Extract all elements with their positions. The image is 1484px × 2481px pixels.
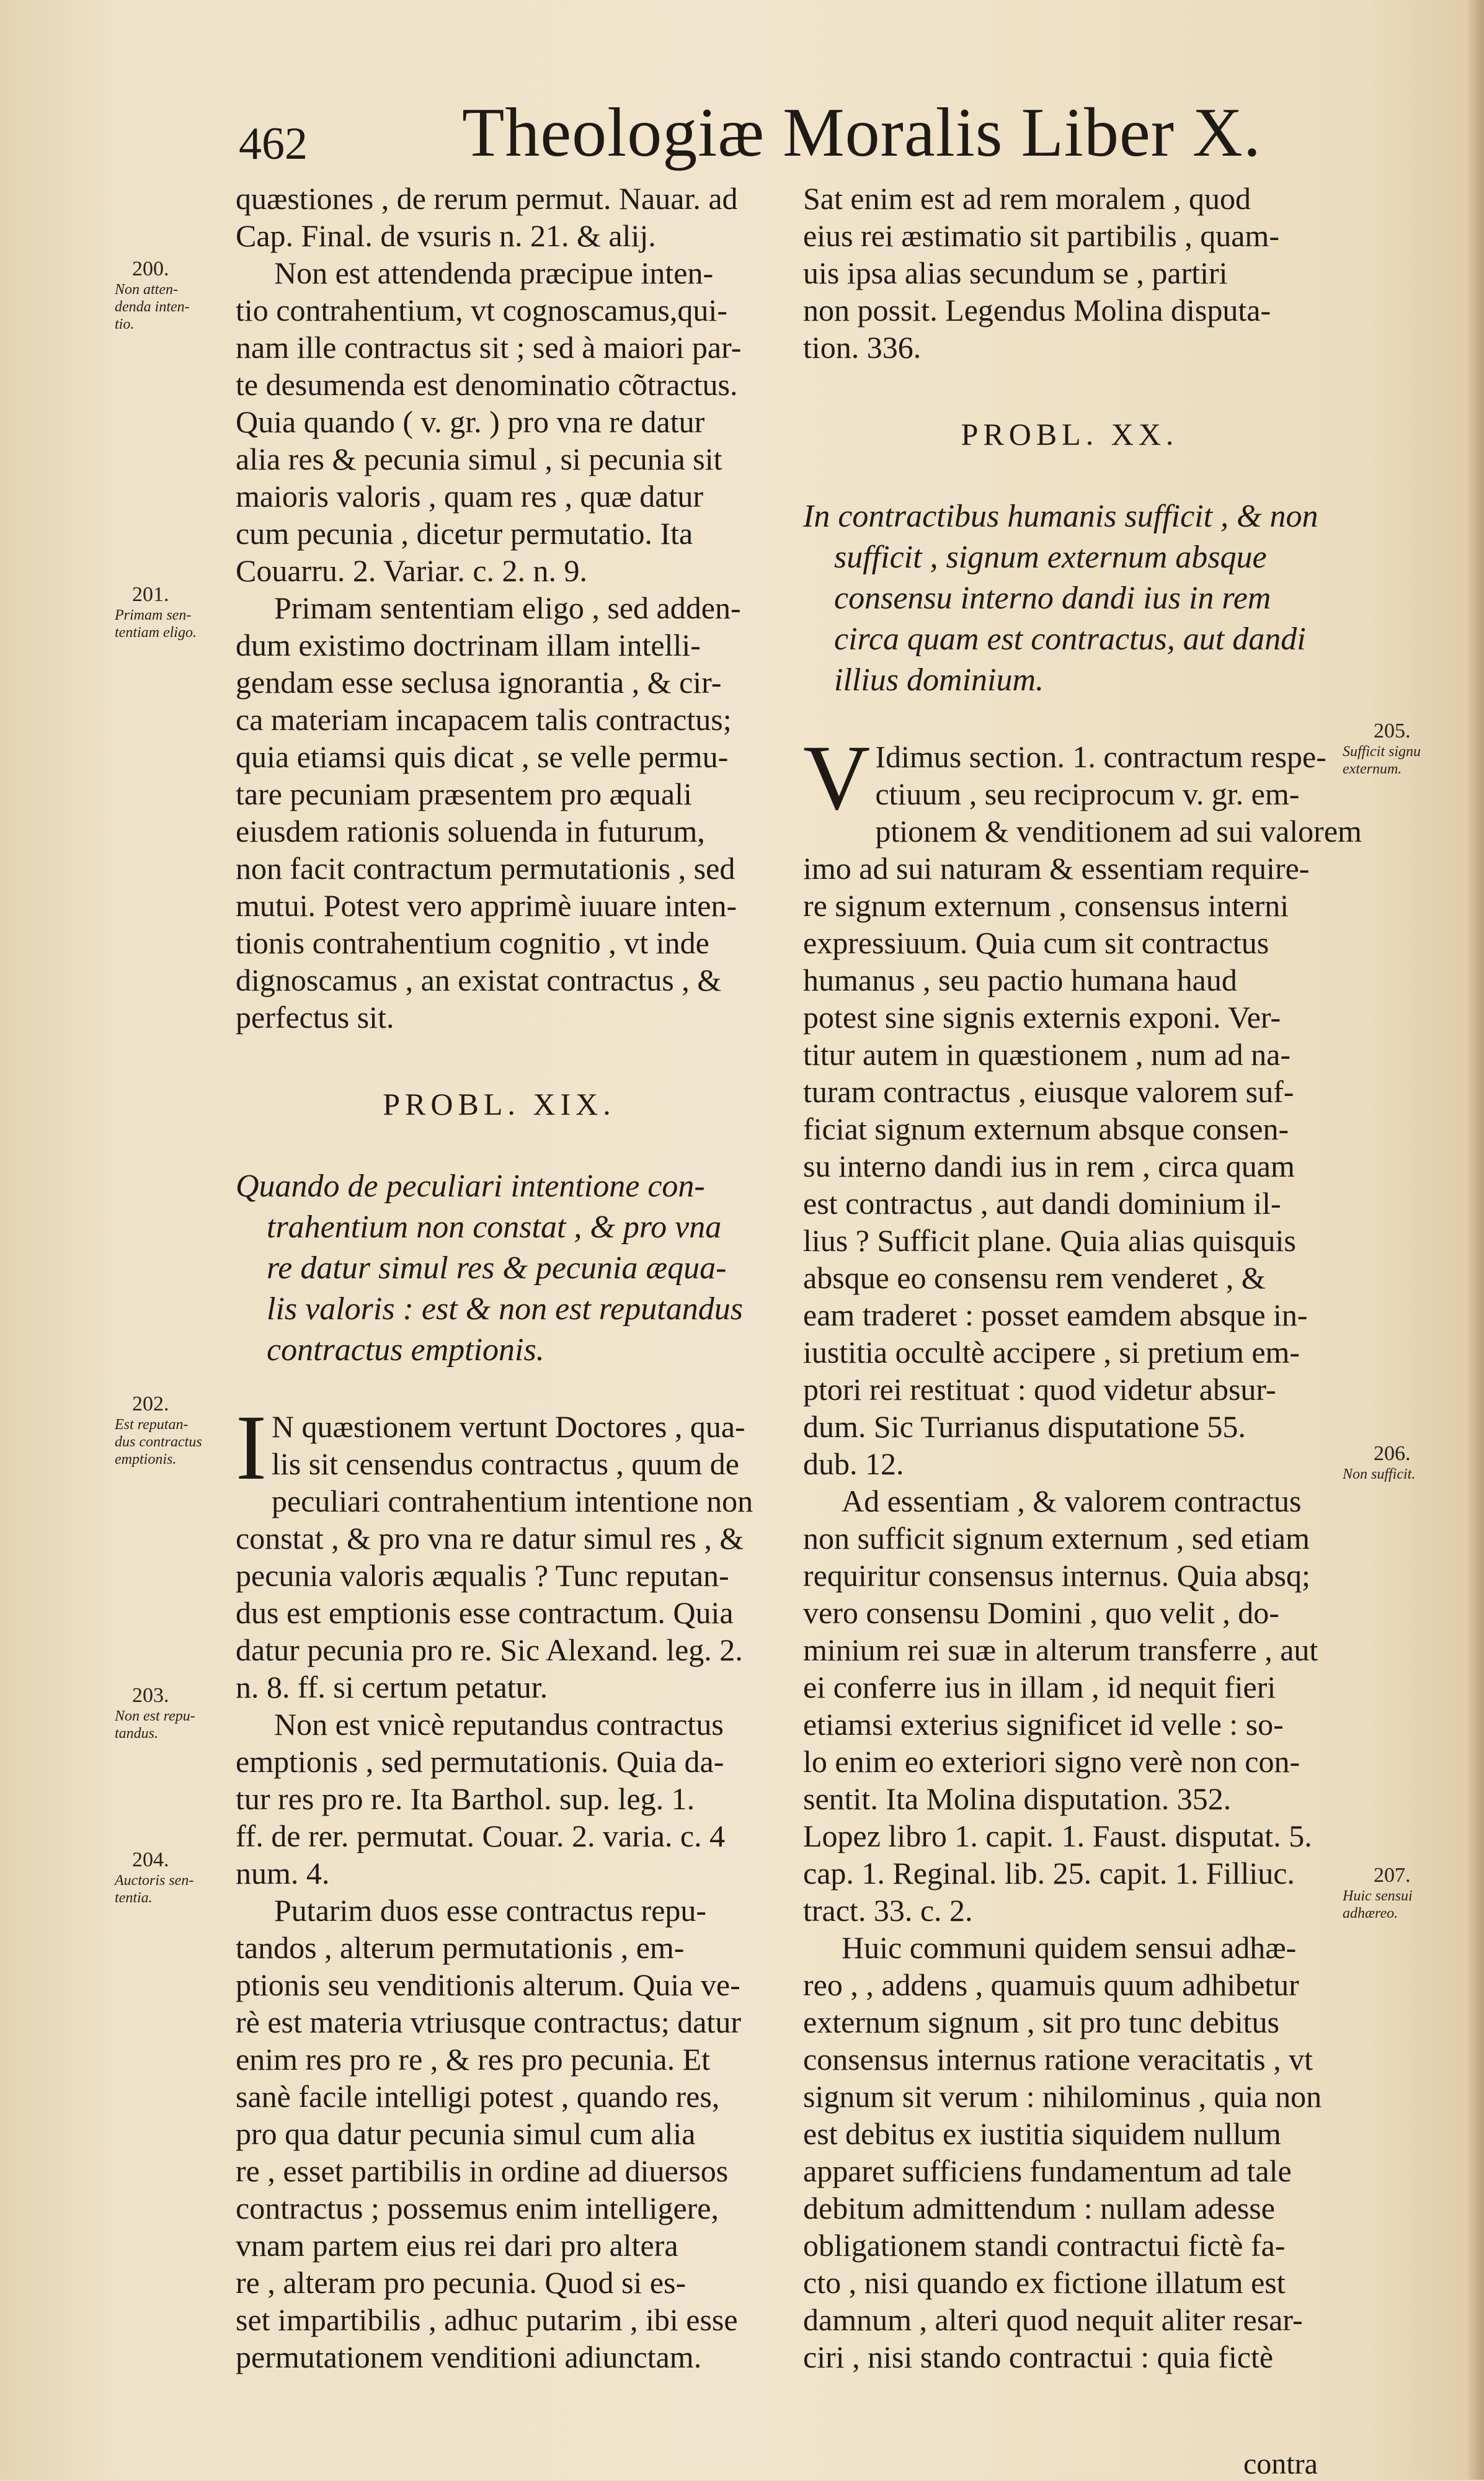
margin-note-text: Non atten- denda inten- tio. [115, 282, 190, 332]
text-line: expressiuum. Quia cum sit contractus [803, 925, 1269, 960]
text-line: Putarim duos esse contractus repu- [274, 1893, 707, 1928]
text-line: signum sit verum : nihilominus , quia non [803, 2079, 1322, 2114]
text-line: tionis contrahentium cognitio , vt inde [236, 925, 709, 960]
text-line: uis ipsa alias secundum se , partiri [803, 256, 1228, 290]
text-line: re , alteram pro pecunia. Quod si es- [236, 2265, 686, 2300]
text-line: tare pecuniam præsentem pro æquali [236, 777, 692, 811]
text-line: contractus ; possemus enim intelligere, [236, 2191, 719, 2225]
text-line: tio contrahentium, vt cognoscamus,qui- [236, 293, 727, 327]
problem-heading-xx: PROBL. XX. [961, 417, 1179, 452]
text-line: lis sit censendus contractus , quum de [271, 1446, 739, 1481]
drop-cap: V [803, 726, 871, 829]
text-line: requiritur consensus internus. Quia absq; [803, 1558, 1310, 1593]
page-header [239, 93, 1261, 174]
margin-note-text: Non est repu- tandus. [115, 1708, 195, 1742]
margin-note-number: 201. [132, 583, 169, 606]
text-line: vero consensu Domini , quo velit , do- [803, 1595, 1279, 1630]
text-line: est contractus , aut dandi dominium il- [803, 1186, 1281, 1221]
paragraph-204 [236, 1892, 763, 2376]
text-line: dus est emptionis esse contractum. Quia [236, 1595, 734, 1630]
margin-note-206 [1343, 1442, 1460, 1483]
text-line: tract. 33. c. 2. [803, 1893, 973, 1928]
text-line: imo ad sui naturam & essentiam require- [803, 851, 1310, 886]
text-line: Quia quando ( v. gr. ) pro vna re datur [236, 404, 705, 439]
text-line: iustitia occultè accipere , si pretium em- [803, 1335, 1300, 1370]
catchword: contra [1243, 2448, 1318, 2480]
text-line: tion. 336. [803, 330, 922, 365]
text-line: Primam sententiam eligo , sed adden- [274, 590, 741, 625]
text-line: emptionis , sed permutationis. Quia da- [236, 1744, 724, 1779]
text-line: lo enim eo exteriori signo verè non con- [803, 1744, 1300, 1779]
text-line: nam ille contractus sit ; sed à maiori par- [236, 330, 742, 365]
text-line: tur res pro re. Ita Barthol. sup. leg. 1. [236, 1781, 695, 1816]
problem-heading-xix: PROBL. XIX. [383, 1087, 616, 1121]
text-line: n. 8. ff. si certum petatur. [236, 1670, 548, 1704]
text-line: ctiuum , seu reciprocum v. gr. em- [875, 777, 1300, 811]
margin-note-204 [115, 1848, 233, 1907]
text-line: constat , & pro vna re datur simul res , & [236, 1521, 744, 1556]
text-line: mutui. Potest vero apprimè iuuare inten- [236, 888, 737, 923]
text-line: Non est vnicè reputandus contractus [274, 1707, 724, 1742]
text-line: contractus emptionis. [267, 1332, 544, 1368]
text-line: minium rei suæ in alterum transferre , aut [803, 1632, 1318, 1667]
text-line: In contractibus humanis sufficit , & non [803, 499, 1318, 534]
text-line: re , esset partibilis in ordine ad diuersos [236, 2154, 729, 2188]
paragraph-continuation [236, 180, 763, 254]
text-line: apparet sufficiens fundamentum ad tale [803, 2154, 1292, 2188]
text-line: non possit. Legendus Molina disputa- [803, 293, 1271, 327]
text-line: titur autem in quæstionem , num ad na- [803, 1037, 1291, 1072]
text-line: non sufficit signum externum , sed etiam [803, 1521, 1310, 1556]
text-line: potest sine signis externis exponi. Ver- [803, 1000, 1281, 1035]
text-line: Quando de peculiari intentione con- [236, 1169, 705, 1204]
paragraph-continuation [803, 180, 1336, 366]
margin-note-number: 204. [132, 1848, 169, 1871]
text-line: lis valoris : est & non est reputandus [267, 1291, 743, 1327]
margin-note-202 [115, 1392, 233, 1468]
text-line: Ad essentiam , & valorem contractus [842, 1484, 1302, 1518]
margin-note-200 [115, 257, 233, 333]
text-line: set impartibilis , adhuc putarim , ibi esse [236, 2302, 738, 2337]
margin-note-number: 205. [1374, 719, 1411, 742]
margin-note-203 [115, 1684, 233, 1742]
text-line: lius ? Sufficit plane. Quia alias quisquis [803, 1223, 1296, 1258]
text-line: quæstiones , de rerum permut. Nauar. ad [236, 181, 738, 216]
text-line: eiusdem rationis soluenda in futurum, [236, 814, 705, 849]
text-line: illius dominium. [834, 662, 1044, 698]
margin-note-number: 203. [132, 1684, 169, 1707]
text-line: Huic communi quidem sensui adhæ- [842, 1930, 1297, 1965]
margin-note-201 [115, 583, 233, 641]
text-line: Lopez libro 1. capit. 1. Faust. disputat. 5. [803, 1819, 1312, 1853]
text-line: externum signum , sit pro tunc debitus [803, 2005, 1279, 2039]
text-line: dub. 12. [803, 1446, 904, 1481]
text-line: dignoscamus , an existat contractus , & [236, 963, 722, 997]
text-line: maioris valoris , quam res , quæ datur [236, 479, 704, 514]
text-line: alia res & pecunia simul , si pecunia sit [236, 442, 722, 476]
text-line: pecunia valoris æqualis ? Tunc reputan- [236, 1558, 729, 1593]
text-line: dum. Sic Turrianus disputatione 55. [803, 1409, 1246, 1444]
text-line: Couarru. 2. Variar. c. 2. n. 9. [236, 553, 588, 588]
text-line: tandos , alterum permutationis , em- [236, 1930, 685, 1965]
text-line: non facit contractum permutationis , sed [236, 851, 735, 886]
margin-note-text: Auctoris sen- tentia. [115, 1873, 194, 1906]
text-line: etiamsi exterius significet id velle : so- [803, 1707, 1284, 1742]
text-line: trahentium non constat , & pro vna [267, 1209, 722, 1245]
text-line: cap. 1. Reginal. lib. 25. capit. 1. Filliuc. [803, 1856, 1295, 1891]
text-line: eam traderet : posset eamdem absque in- [803, 1298, 1308, 1332]
text-line: datur pecunia pro re. Sic Alexand. leg. 2. [236, 1632, 743, 1667]
text-line: pro qua datur pecunia simul cum alia [236, 2116, 696, 2151]
text-line: ca materiam incapacem talis contractus; [236, 702, 732, 737]
text-line: humanus , seu pactio humana haud [803, 963, 1237, 997]
text-line: ei conferre ius in illam , id nequit fieri [803, 1670, 1276, 1704]
problem-question-xx [803, 496, 1336, 701]
text-line: damnum , alteri quod nequit aliter resar- [803, 2302, 1303, 2337]
text-line: Non est attendenda præcipue inten- [274, 256, 714, 290]
text-line: ptionis seu venditionis alterum. Quia ve- [236, 1967, 740, 2002]
text-line: re datur simul res & pecunia æqua- [267, 1250, 727, 1286]
text-line: rè est materia vtriusque contractus; datur [236, 2005, 741, 2039]
paragraph-202 [236, 1396, 763, 1706]
text-line: eius rei æstimatio sit partibilis , quam- [803, 218, 1279, 253]
right-column [803, 180, 1362, 2376]
text-line: circa quam est contractus, aut dandi [834, 621, 1306, 657]
margin-note-207 [1343, 1864, 1460, 1922]
text-line: ciri , nisi stando contractui : quia fictè [803, 2340, 1274, 2374]
text-line: absque eo consensu rem venderet , & [803, 1260, 1266, 1295]
paragraph-200 [236, 254, 763, 589]
text-line: ficiat signum externum absque consen- [803, 1111, 1289, 1146]
paragraph-201 [236, 589, 763, 1036]
margin-note-text: Primam sen- tentiam eligo. [115, 607, 197, 641]
text-line: obligationem standi contractui fictè fa- [803, 2228, 1286, 2263]
margin-note-number: 206. [1374, 1442, 1411, 1465]
paragraph-207 [803, 1929, 1336, 2376]
page-number: 462 [239, 118, 308, 169]
text-line: ptionem & venditionem ad sui valorem [875, 814, 1362, 849]
text-line: te desumenda est denominatio cõtractus. [236, 367, 738, 402]
text-line: sanè facile intelligi potest , quando res, [236, 2079, 720, 2114]
text-line: reo , , addens , quamuis quum adhibetur [803, 1967, 1299, 2002]
text-line: permutationem venditioni adiunctam. [236, 2340, 702, 2374]
text-line: vnam partem eius rei dari pro altera [236, 2228, 678, 2263]
margin-note-205 [1343, 719, 1460, 778]
text-line: N quæstionem vertunt Doctores , qua- [271, 1409, 745, 1444]
text-line: su interno dandi ius in rem , circa quam [803, 1149, 1295, 1183]
left-column [236, 180, 763, 2376]
margin-note-text: Huic sensui adhæreo. [1343, 1888, 1413, 1922]
text-line: Sat enim est ad rem moralem , quod [803, 181, 1251, 216]
paragraph-205 [803, 726, 1362, 1482]
margin-note-text: Sufficit signu externum. [1343, 744, 1421, 777]
text-line: gendam esse seclusa ignorantia , & cir- [236, 665, 722, 700]
page-edge-shadow [1467, 0, 1484, 2480]
margin-note-number: 200. [132, 257, 169, 280]
text-line: dum existimo doctrinam illam intelli- [236, 628, 701, 662]
text-line: peculiari contrahentium intentione non [271, 1484, 753, 1518]
text-line: Idimus section. 1. contractum respe- [875, 739, 1326, 774]
text-line: re signum externum , consensus interni [803, 888, 1289, 923]
margin-note-number: 202. [132, 1392, 169, 1415]
text-line: Cap. Final. de vsuris n. 21. & alij. [236, 218, 656, 253]
text-line: cum pecunia , dicetur permutatio. Ita [236, 516, 693, 551]
text-line: est debitus ex iustitia siquidem nullum [803, 2116, 1281, 2151]
text-line: cto , nisi quando ex fictione illatum est [803, 2265, 1286, 2300]
paragraph-203 [236, 1706, 763, 1892]
margin-note-text: Est reputan- dus contractus emptionis. [115, 1417, 202, 1468]
text-line: num. 4. [236, 1856, 330, 1891]
text-line: perfectus sit. [236, 1000, 394, 1035]
text-line: sufficit , signum externum absque [834, 540, 1267, 575]
margin-note-text: Non sufficit. [1343, 1466, 1416, 1482]
paragraph-206 [803, 1482, 1336, 1929]
running-title: Theologiæ Moralis Liber X. [462, 94, 1261, 171]
text-line: sentit. Ita Molina disputation. 352. [803, 1781, 1232, 1816]
text-line: quia etiamsi quis dicat , se velle permu- [236, 739, 729, 774]
problem-question-xix [236, 1166, 763, 1371]
text-line: consensus internus ratione veracitatis , vt [803, 2042, 1313, 2077]
text-line: debitum admittendum : nullam adesse [803, 2191, 1275, 2225]
text-line: ff. de rer. permutat. Couar. 2. varia. c. 4 [236, 1819, 726, 1853]
drop-cap: I [236, 1396, 267, 1499]
text-line: ptori rei restituat : quod videtur absur- [803, 1372, 1276, 1407]
margin-note-number: 207. [1374, 1864, 1411, 1887]
text-line: turam contractus , eiusque valorem suf- [803, 1074, 1294, 1109]
text-line: enim res pro re , & res pro pecunia. Et [236, 2042, 711, 2077]
text-line: consensu interno dandi ius in rem [834, 581, 1271, 616]
